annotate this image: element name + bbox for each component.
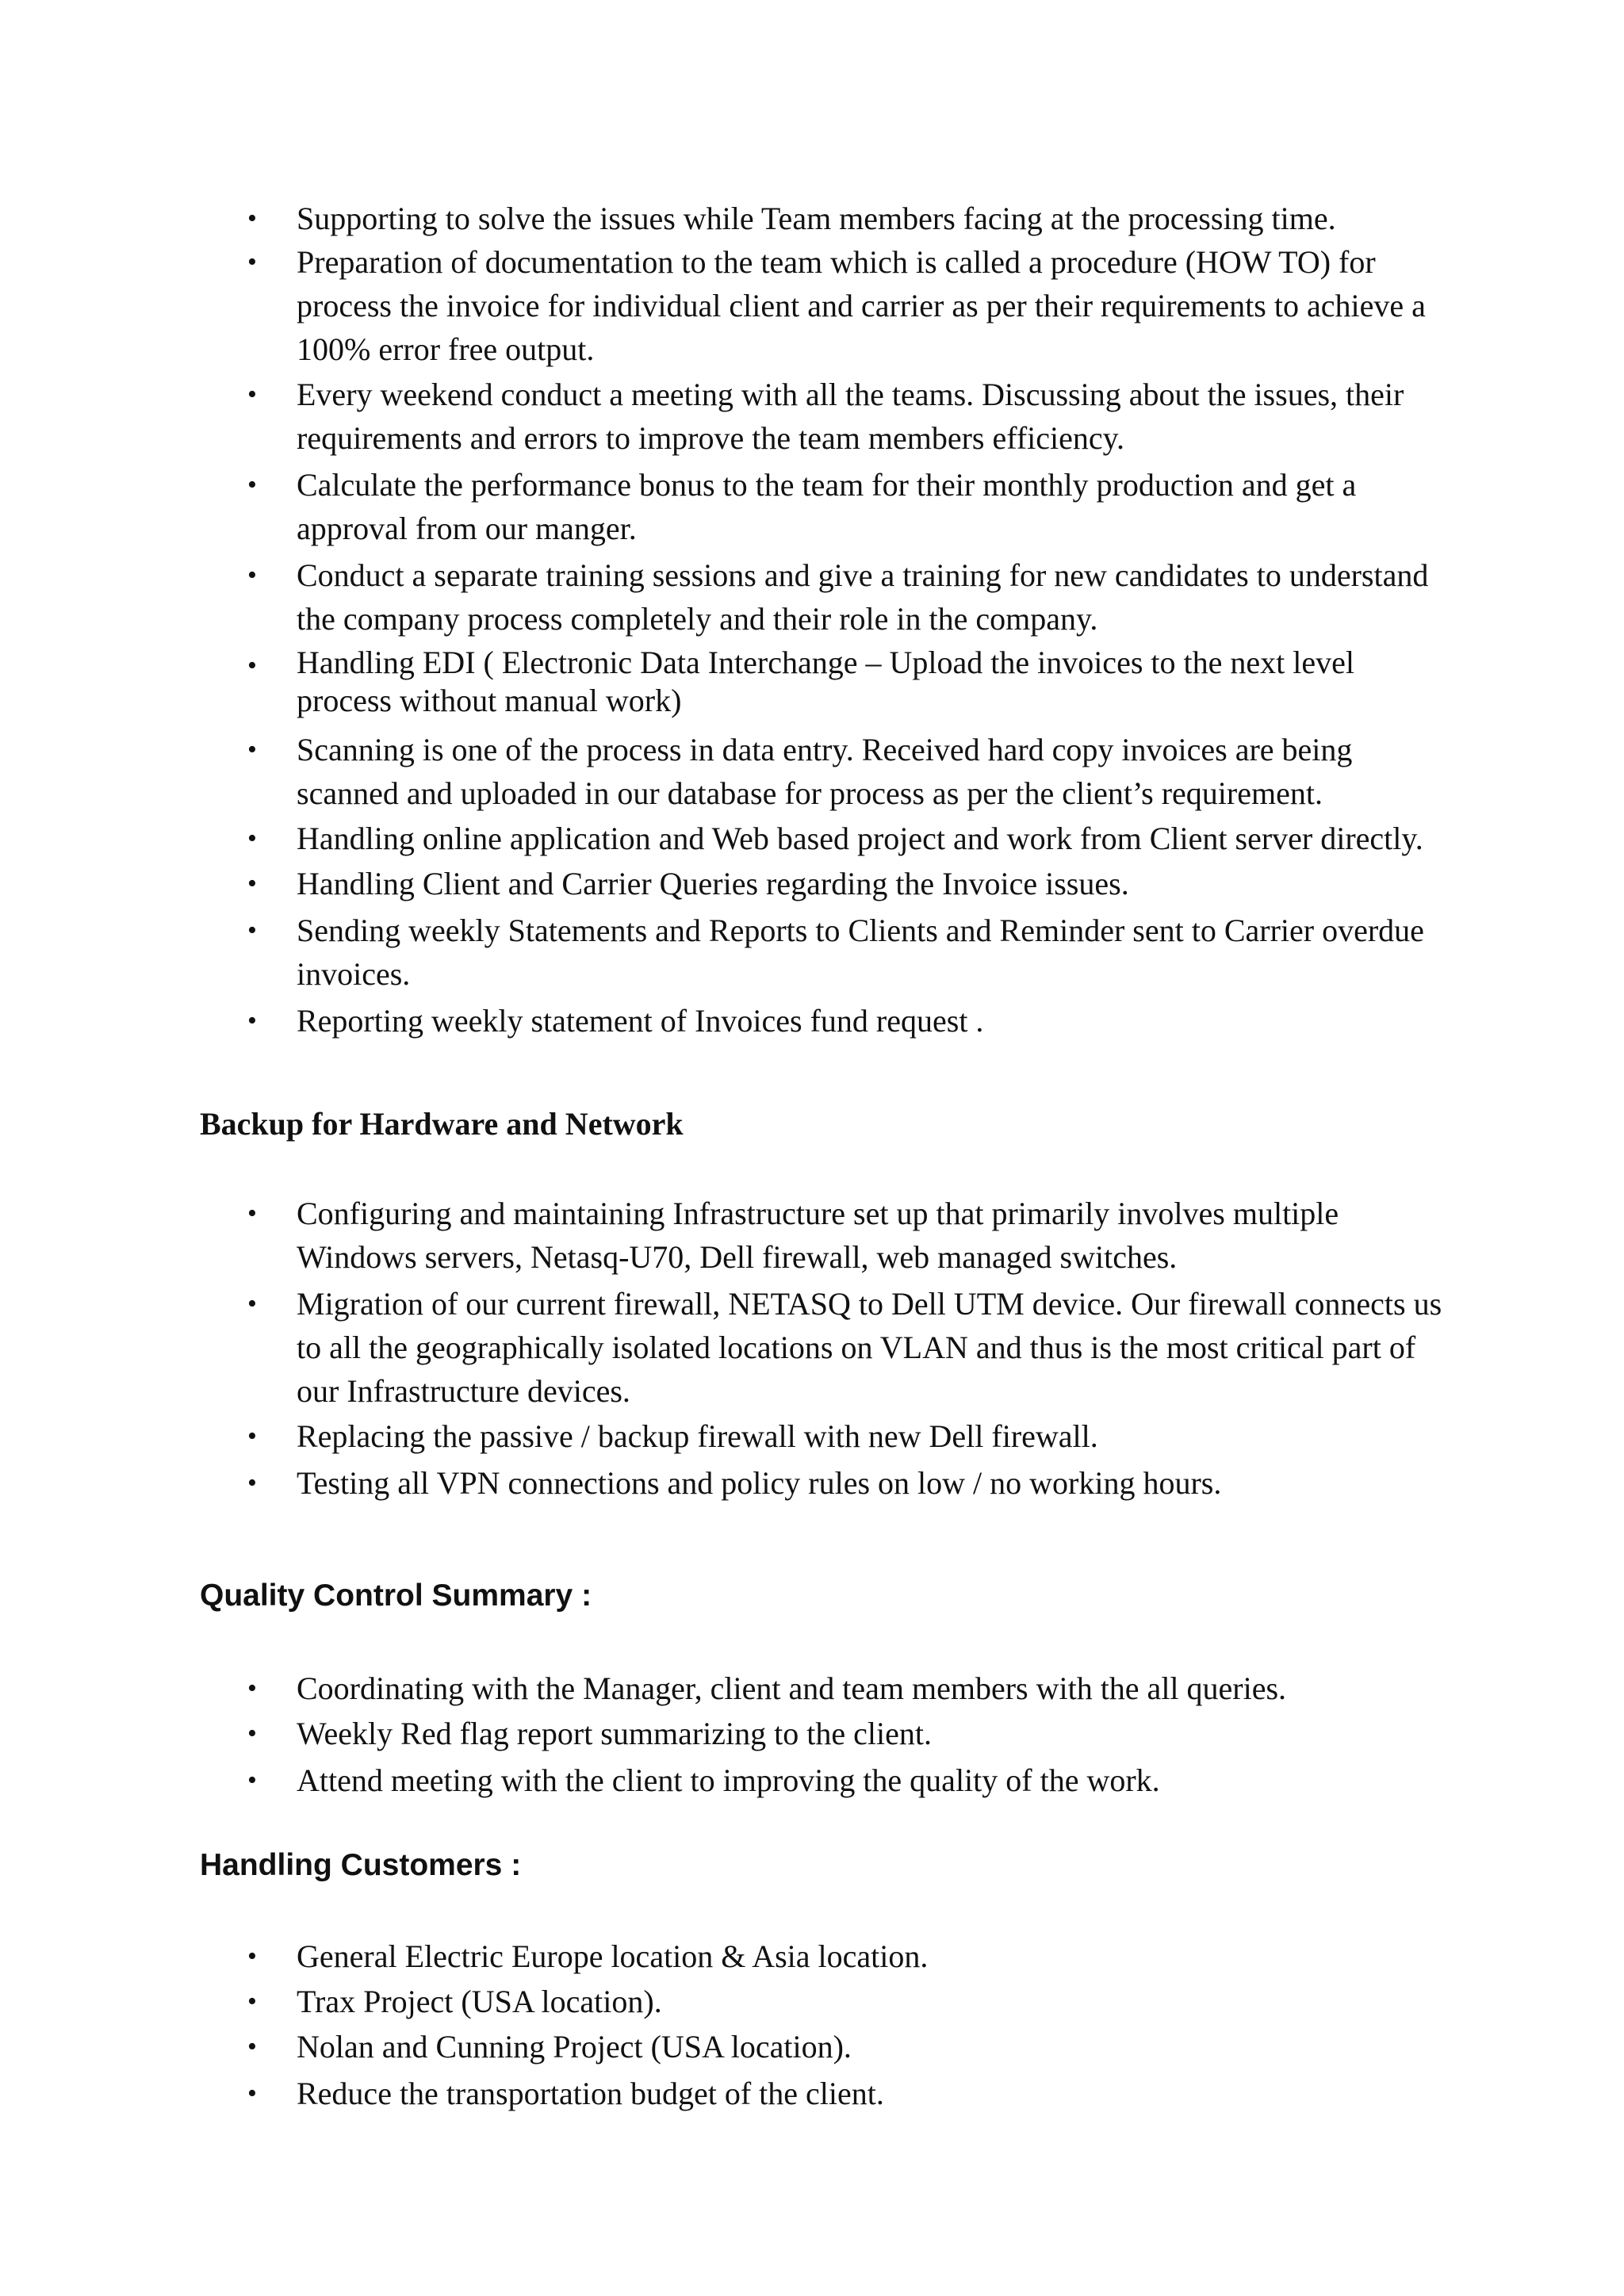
bullet-icon: • (247, 380, 257, 409)
customers-list (200, 1934, 1453, 2115)
list-item (200, 1758, 1453, 1802)
bullet-icon: • (247, 869, 257, 898)
list-item-text: Trax Project (USA location). (297, 1984, 662, 2019)
list-item (200, 644, 1453, 720)
list-item (200, 1461, 1453, 1505)
list-item-text: Nolan and Cunning Project (USA location). (297, 2029, 852, 2064)
bullet-icon: • (247, 1674, 257, 1703)
list-item (200, 1712, 1453, 1755)
list-item (200, 1414, 1453, 1458)
list-item (200, 2072, 1453, 2115)
list-item-text: Supporting to solve the issues while Team members facing at the processing time. (297, 201, 1336, 236)
list-item-text: General Electric Europe location & Asia location. (297, 1938, 929, 1974)
list-item-text: Replacing the passive / backup firewall with new Dell firewall. (297, 1418, 1098, 1454)
bullet-icon: • (247, 1468, 257, 1498)
bullet-icon: • (247, 247, 257, 277)
list-item (200, 817, 1453, 860)
bullet-icon: • (247, 1199, 257, 1228)
bullet-icon: • (247, 1987, 257, 2016)
backup-section (200, 1192, 1453, 1505)
list-item (200, 1667, 1453, 1710)
list-item-text: Attend meeting with the client to improving the quality of the work. (297, 1762, 1160, 1798)
bullet-icon: • (247, 916, 257, 945)
list-item-text: Handling EDI ( Electronic Data Interchange – Upload the invoices to the next level process without manual work) (297, 645, 1354, 718)
bullet-icon: • (247, 1942, 257, 1971)
responsibilities-list (200, 197, 1453, 1043)
list-item-text: Reporting weekly statement of Invoices fund request . (297, 1003, 984, 1039)
list-item-text: Migration of our current firewall, NETASQ to Dell UTM device. Our firewall connects us to all the geographically isolated locations on VLAN and thus is the most critical part of our Infrastructure devices. (297, 1286, 1442, 1409)
list-item-text: Coordinating with the Manager, client and team members with the all queries. (297, 1670, 1287, 1706)
bullet-icon: • (247, 2032, 257, 2061)
bullet-icon: • (247, 651, 257, 680)
bullet-icon: • (247, 1422, 257, 1451)
list-item (200, 909, 1453, 996)
list-item-text: Handling online application and Web based project and work from Client server directly. (297, 821, 1423, 856)
backup-list (200, 1192, 1453, 1505)
list-item (200, 999, 1453, 1043)
list-item-text: Testing all VPN connections and policy rules on low / no working hours. (297, 1465, 1222, 1501)
list-item-text: Sending weekly Statements and Reports to Clients and Reminder sent to Carrier overdue invoices. (297, 913, 1424, 992)
bullet-icon: • (247, 735, 257, 764)
list-item (200, 728, 1453, 815)
bullet-icon: • (247, 204, 257, 233)
section-heading-backup: Backup for Hardware and Network (200, 1106, 684, 1142)
list-item-text: Every weekend conduct a meeting with all the teams. Discussing about the issues, their requirements and errors to improve the team members efficiency. (297, 377, 1404, 456)
list-item (200, 197, 1453, 240)
list-item (200, 553, 1453, 641)
list-item (200, 1282, 1453, 1413)
list-item (200, 862, 1453, 905)
list-item-text: Weekly Red flag report summarizing to the client. (297, 1716, 932, 1751)
quality-list (200, 1667, 1453, 1802)
bullet-icon: • (247, 1006, 257, 1035)
list-item (200, 2025, 1453, 2068)
bullet-icon: • (247, 1766, 257, 1795)
bullet-icon: • (247, 824, 257, 853)
list-item (200, 1192, 1453, 1279)
bullet-icon: • (247, 2079, 257, 2108)
bullet-icon: • (247, 561, 257, 590)
list-item (200, 463, 1453, 550)
bullet-icon: • (247, 1289, 257, 1318)
list-item-text: Calculate the performance bonus to the team for their monthly production and get a approval from our manger. (297, 467, 1357, 546)
list-item-text: Conduct a separate training sessions and give a training for new candidates to understand the company process completely and their role in the company. (297, 557, 1429, 637)
section-heading-quality: Quality Control Summary : (200, 1578, 592, 1613)
list-item (200, 1934, 1453, 1978)
list-item (200, 240, 1453, 371)
quality-section (200, 1667, 1453, 1802)
list-item-text: Handling Client and Carrier Queries regarding the Invoice issues. (297, 866, 1129, 901)
customers-section (200, 1934, 1453, 2115)
list-item-text: Configuring and maintaining Infrastructure set up that primarily involves multiple Windows servers, Netasq-U70, Dell firewall, web managed switches. (297, 1196, 1339, 1275)
list-item (200, 1980, 1453, 2023)
list-item-text: Scanning is one of the process in data entry. Received hard copy invoices are being scanned and uploaded in our database for process as per the client’s requirement. (297, 732, 1353, 811)
list-item-text: Reduce the transportation budget of the client. (297, 2076, 884, 2111)
list-item (200, 373, 1453, 460)
bullet-icon: • (247, 470, 257, 499)
section-heading-customers: Handling Customers : (200, 1848, 522, 1882)
responsibilities-section (200, 197, 1453, 1043)
bullet-icon: • (247, 1719, 257, 1748)
list-item-text: Preparation of documentation to the team which is called a procedure (HOW TO) for process the invoice for individual client and carrier as per their requirements to achieve a 100% error free output. (297, 244, 1426, 367)
